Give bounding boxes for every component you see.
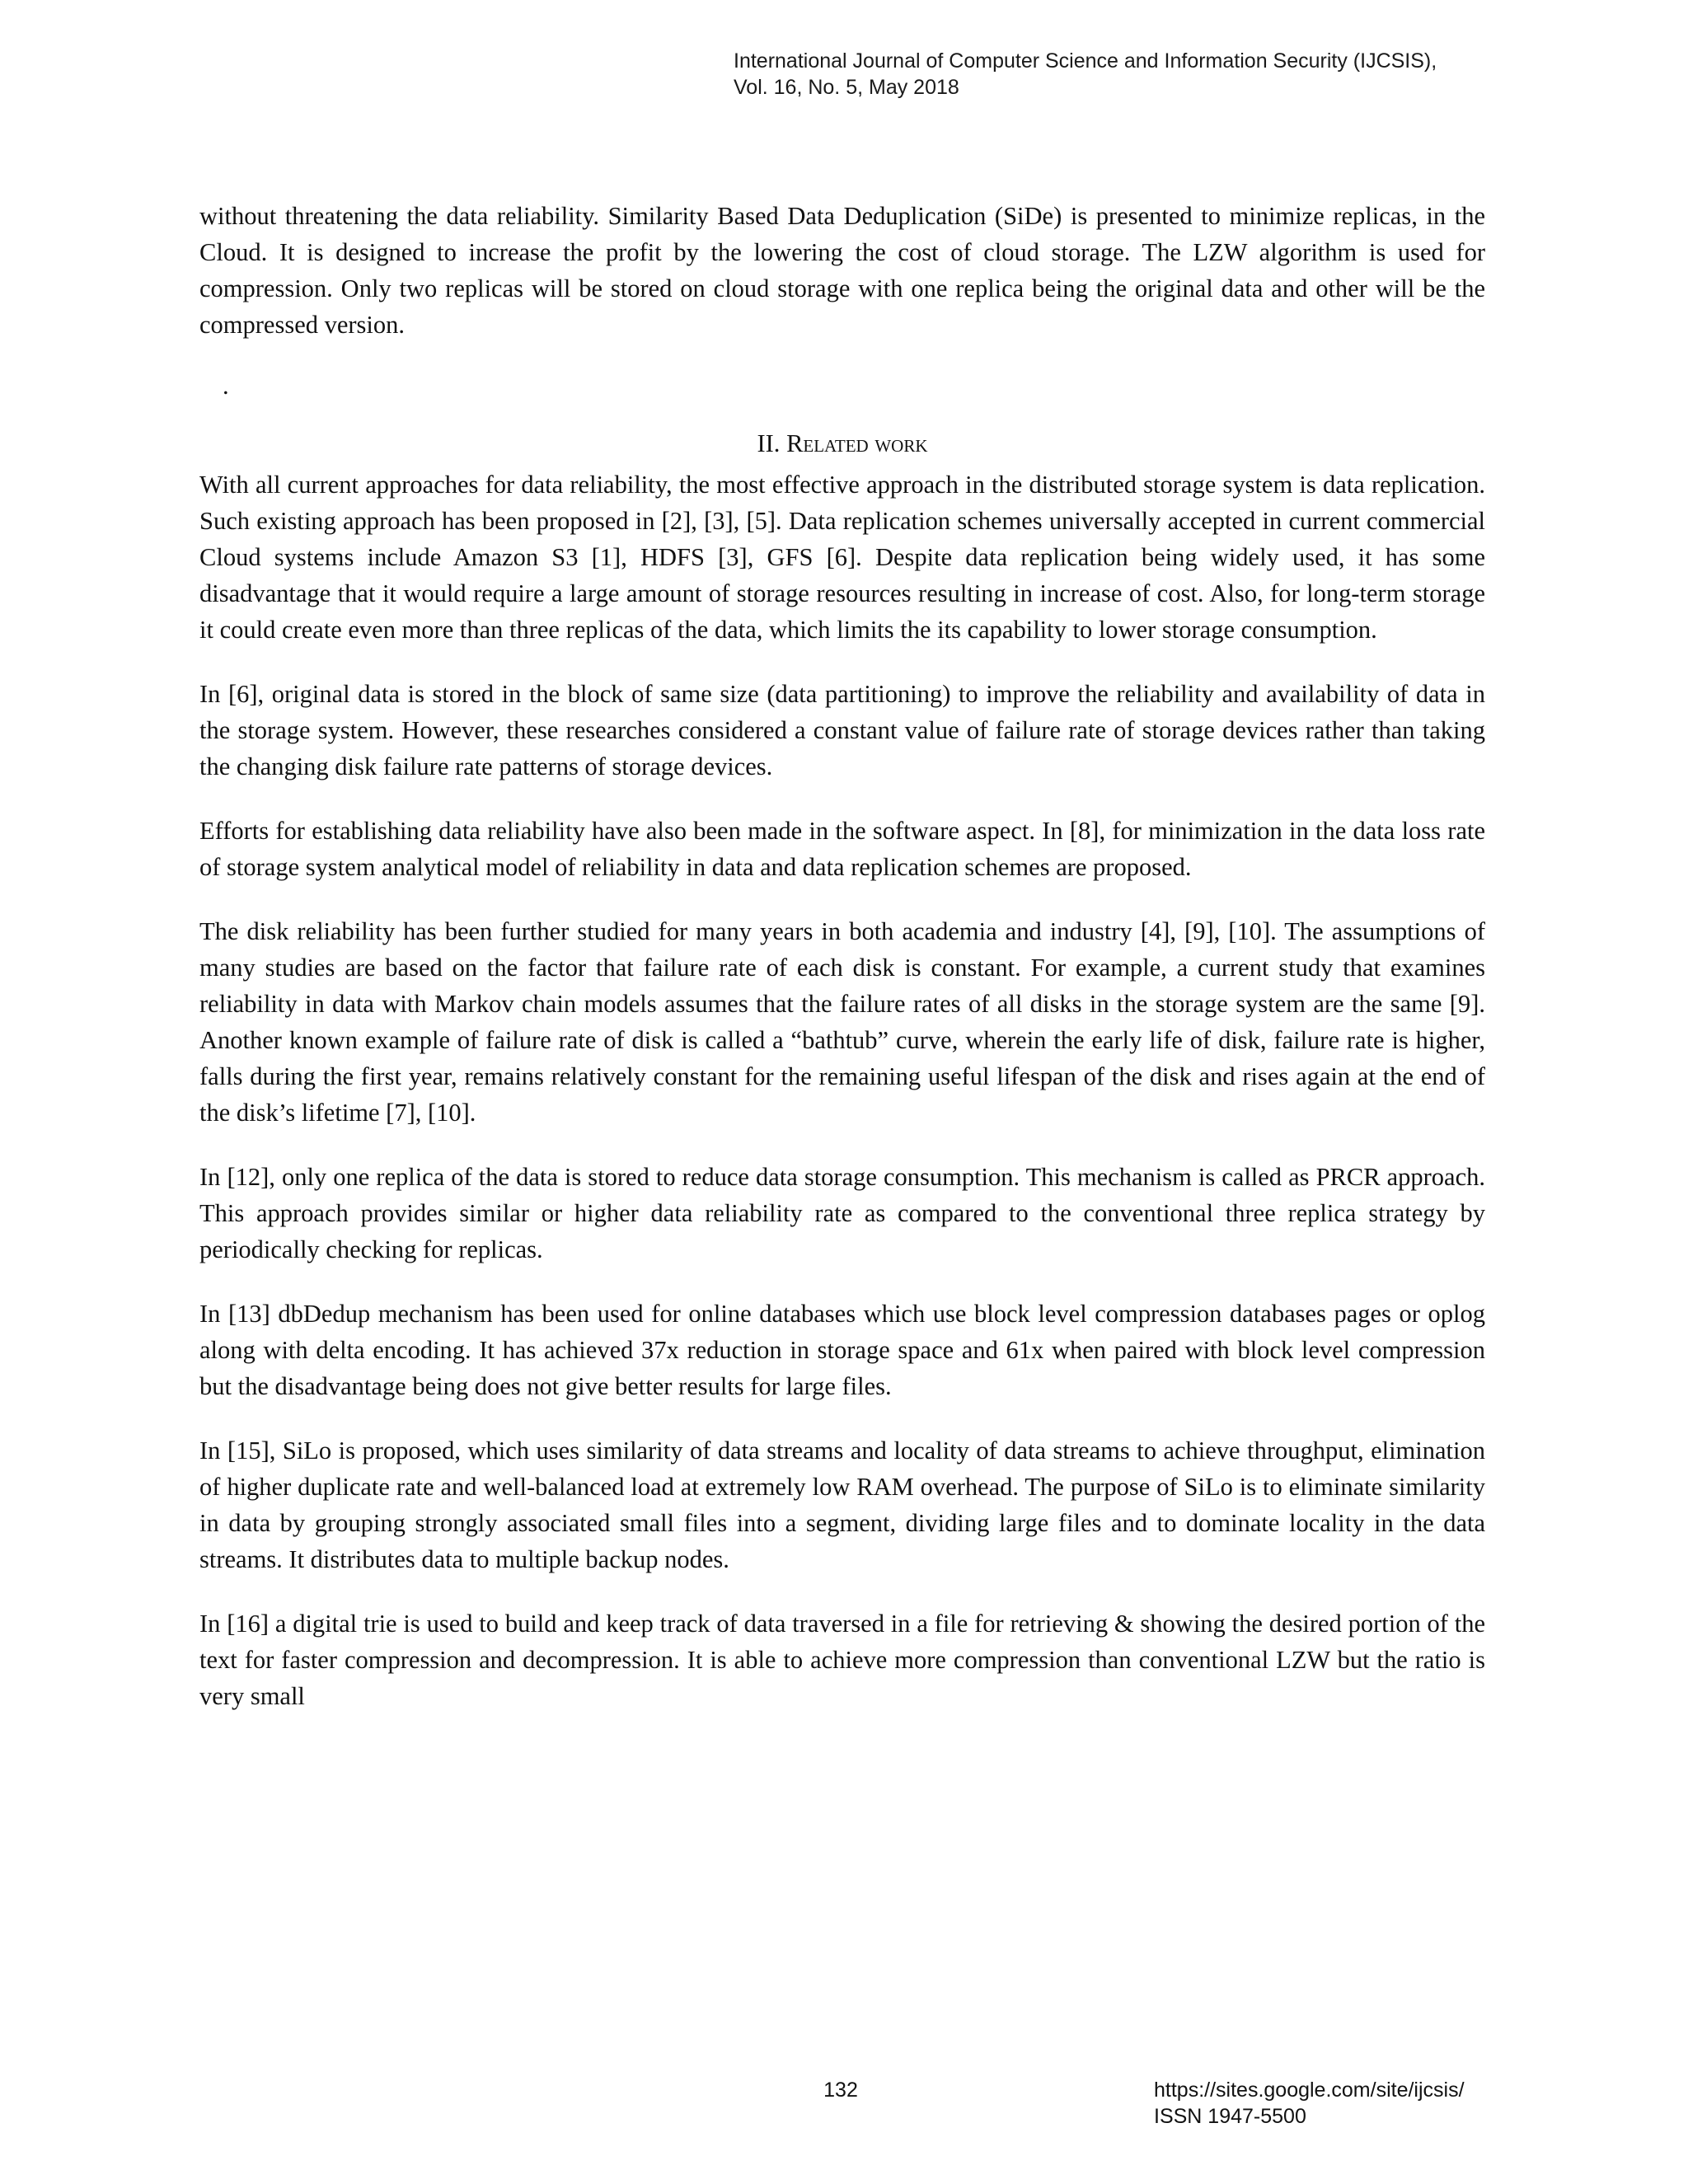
paragraph: The disk reliability has been further studied for many years in both academia and industry [4], [9], [10]. The assumptions of many studies are based on the factor that failure rate of each disk is constant. For example, a current study that examines reliability in data with Markov chain models assumes that the failure rates of all disks in the storage system are the same [9]. Another known example of failure rate of disk is called a “bathtub” curve, wherein the early life of disk, failure rate is higher, falls during the first year, remains relatively constant for the remaining useful lifespan of the disk and rises again at the end of the disk’s lifetime [7], [10].: [199, 917, 1485, 1127]
paragraph: In [16] a digital trie is used to build and keep track of data traversed in a file for retrieving & showing the desired portion of the text for faster compression and decompression. It is able to achieve more compression than conventional LZW but the ratio is very small: [199, 1610, 1485, 1710]
footer-info: [1154, 2077, 1533, 2130]
page-number: 132: [823, 2079, 858, 2102]
journal-title: International Journal of Computer Science and Information Security (IJCSIS),: [734, 49, 1437, 73]
journal-volume: Vol. 16, No. 5, May 2018: [734, 76, 959, 99]
section-number: II.: [757, 429, 781, 457]
section-title: Related work: [786, 429, 928, 457]
paragraph: With all current approaches for data reliability, the most effective approach in the distributed storage system is data replication. Such existing approach has been proposed in [2], [3], [5]. Data replication schemes universally accepted in current commercial Cloud systems include Amazon S3 [1], HDFS [3], GFS [6]. Despite data replication being widely used, it has some disadvantage that it would require a large amount of storage resources resulting in increase of cost. Also, for long-term storage it could create even more than three replicas of the data, which limits the its capability to lower storage consumption.: [199, 471, 1485, 644]
section-heading: [199, 425, 1485, 462]
journal-issn: ISSN 1947-5500: [1154, 2105, 1306, 2128]
paragraph: Efforts for establishing data reliability have also been made in the software aspect. In [8], for minimization in the data loss rate of storage system analytical model of reliability in data and data replication schemes are proposed.: [199, 817, 1485, 881]
paragraph: In [6], original data is stored in the block of same size (data partitioning) to improve the reliability and availability of data in the storage system. However, these researches considered a constant value of failure rate of storage devices rather than taking the changing disk failure rate patterns of storage devices.: [199, 680, 1485, 780]
journal-url: https://sites.google.com/site/ijcsis/: [1154, 2079, 1465, 2102]
paragraph: In [15], SiLo is proposed, which uses similarity of data streams and locality of data streams to achieve throughput, elimination of higher duplicate rate and well-balanced load at extremely low RAM overhead. The purpose of SiLo is to eliminate similarity in data by grouping strongly associated small files into a segment, dividing large files and to dominate locality in the data streams. It distributes data to multiple backup nodes.: [199, 1436, 1485, 1573]
stray-dot: .: [223, 372, 229, 400]
paragraph: In [13] dbDedup mechanism has been used for online databases which use block level compression databases pages or oplog along with delta encoding. It has achieved 37x reduction in storage space and 61x when paired with block level compression but the disadvantage being does not give better results for large files.: [199, 1300, 1485, 1400]
page-body: [199, 198, 1485, 1742]
paragraph: In [12], only one replica of the data is stored to reduce data storage consumption. This mechanism is called as PRCR approach. This approach provides similar or higher data reliability rate as compared to the conventional three replica strategy by periodically checking for replicas.: [199, 1163, 1485, 1263]
journal-header: [734, 48, 1558, 101]
intro-paragraph: without threatening the data reliability. Similarity Based Data Deduplication (SiDe) is presented to minimize replicas, in the Cloud. It is designed to increase the profit by the lowering the cost of cloud storage. The LZW algorithm is used for compression. Only two replicas will be stored on cloud storage with one replica being the original data and other will be the compressed version.: [199, 202, 1485, 339]
